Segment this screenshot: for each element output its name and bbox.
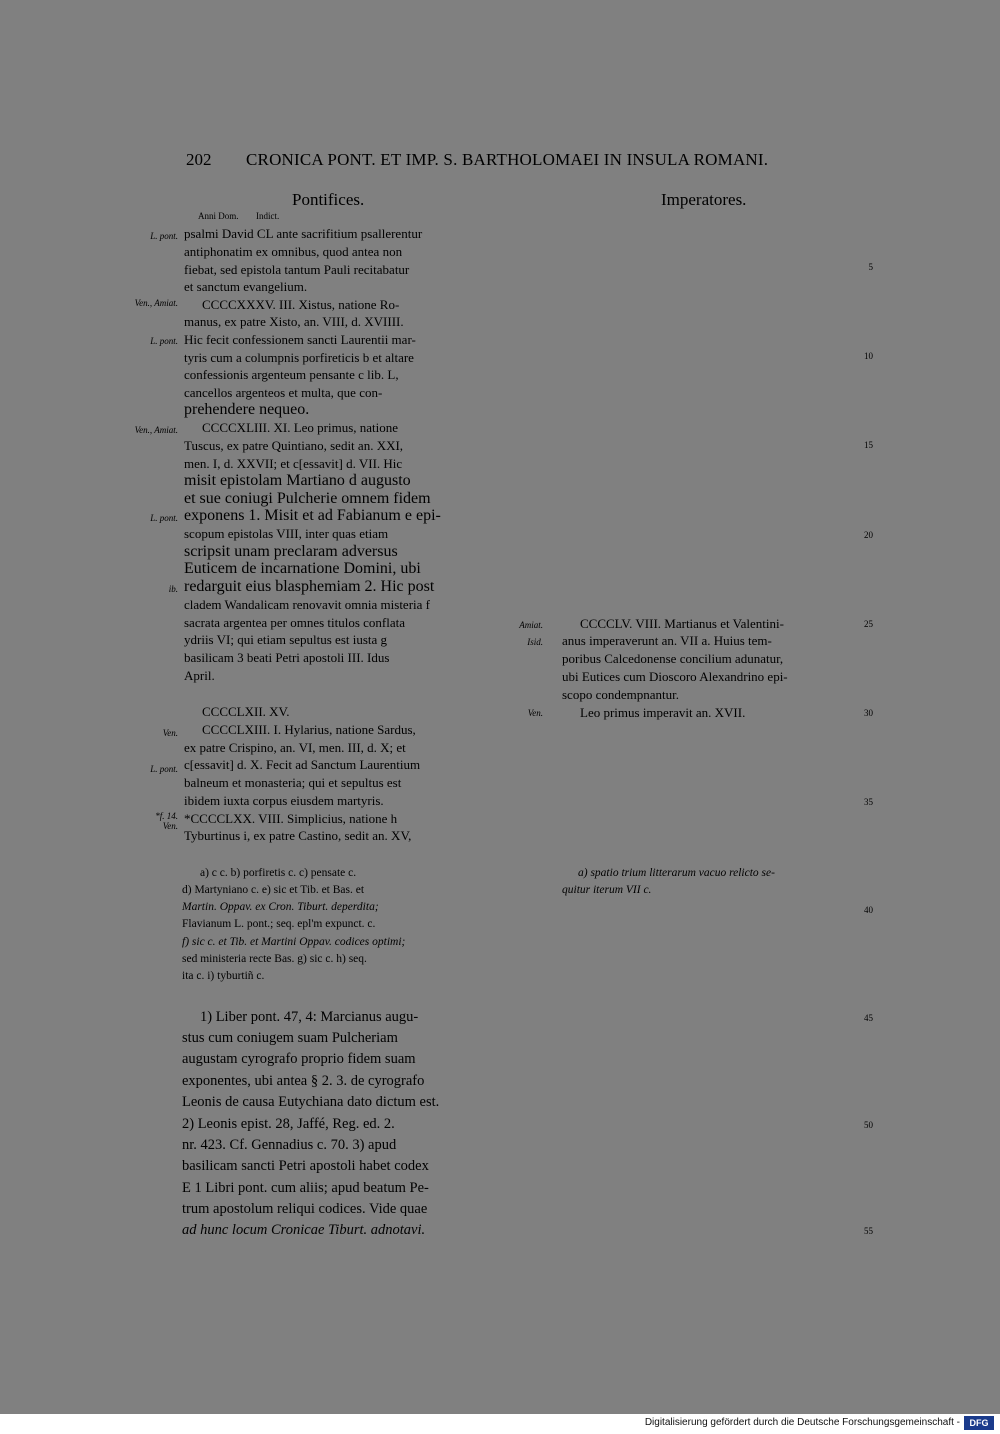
- text-line: Tuscus, ex patre Quintiano, sedit an. XXI,: [184, 438, 404, 453]
- digitization-footer: [0, 1414, 1000, 1434]
- subhead-indict: Indict.: [256, 211, 280, 221]
- funding-credit: Digitalisierung gefördert durch die Deutsche Forschungsgemeinschaft -: [644, 1417, 960, 1428]
- margin-source-ven-amiat: Ven., Amiat.: [134, 425, 178, 435]
- text-line: cancellos argenteos et multa, que con-: [184, 385, 383, 400]
- line-number: 55: [864, 1226, 873, 1236]
- note-line: 2) Leonis epist. 28, Jaffé, Reg. ed. 2.: [182, 1116, 395, 1132]
- margin-source-l-pont: L. pont.: [150, 513, 178, 523]
- margin-source-ven: Ven.: [162, 728, 178, 738]
- note-line: trum apostolum reliqui codices. Vide quae: [182, 1201, 428, 1217]
- text-line: April.: [184, 668, 215, 683]
- text-line: exponens 1. Misit et ad Fabianum e epi-: [184, 507, 441, 524]
- line-number: 30: [864, 708, 873, 718]
- text-line: Leo primus imperavit an. XVII.: [580, 705, 746, 720]
- line-number: 20: [864, 530, 873, 540]
- margin-source-l-pont: L. pont.: [150, 336, 178, 346]
- margin-source-ib: ib.: [168, 584, 178, 594]
- text-line: fiebat, sed epistola tantum Pauli recitabatur: [184, 262, 410, 277]
- running-title: CRONICA PONT. ET IMP. S. BARTHOLOMAEI IN INSULA ROMANI.: [246, 150, 769, 169]
- footnote-line: a) c c. b) porfiretis c. c) pensate c.: [200, 867, 357, 879]
- text-line: redarguit eius blasphemiam 2. Hic post: [184, 578, 435, 595]
- line-number: 10: [864, 351, 873, 361]
- text-line: Hic fecit confessionem sancti Laurentii mar-: [184, 332, 416, 347]
- text-line: men. I, d. XXVII; et c[essavit] d. VII. Hic: [184, 456, 403, 471]
- note-line: augustam cyrografo proprio fidem suam: [182, 1051, 416, 1067]
- text-line: c[essavit] d. X. Fecit ad Sanctum Laurentium: [184, 757, 421, 772]
- text-line: Tyburtinus i, ex patre Castino, sedit an. XV,: [184, 828, 412, 843]
- footnote-line: Flavianum L. pont.; seq. epl'm expunct. c.: [182, 918, 376, 930]
- note-line: stus cum coniugem suam Pulcheriam: [182, 1030, 398, 1046]
- footnote-line: quitur iterum VII c.: [562, 884, 652, 896]
- text-line: scopum epistolas VIII, inter quas etiam: [184, 526, 389, 541]
- footnote-line: ita c. i) tyburtiñ c.: [182, 970, 265, 982]
- dfg-logo: DFG: [964, 1416, 994, 1430]
- text-line: manus, ex patre Xisto, an. VIII, d. XVIIII.: [184, 314, 404, 329]
- text-line: CCCCXXXV. III. Xistus, natione Ro-: [202, 297, 400, 312]
- text-line: *CCCCLXX. VIII. Simplicius, natione h: [184, 811, 398, 826]
- text-line: CCCCLXIII. I. Hylarius, natione Sardus,: [202, 722, 416, 737]
- margin-source-isid: Isid.: [527, 637, 543, 647]
- margin-source-l-pont: L. pont.: [150, 231, 178, 241]
- text-line: tyris cum a columpnis porfireticis b et altare: [184, 350, 414, 365]
- text-line: psalmi David CL ante sacrifitium psallerentur: [184, 226, 423, 241]
- text-line: et sue coniugi Pulcherie omnem fidem: [184, 490, 431, 507]
- margin-source-ven-amiat: Ven., Amiat.: [134, 298, 178, 308]
- text-line: et sanctum evangelium.: [184, 279, 308, 294]
- line-number: 50: [864, 1120, 873, 1130]
- text-line: CCCCXLIII. XI. Leo primus, natione: [202, 420, 399, 435]
- margin-source-ven: Ven.: [162, 821, 178, 831]
- page-number: 202: [186, 150, 212, 169]
- text-line: scopo condempnantur.: [562, 687, 679, 702]
- note-line: ad hunc locum Cronicae Tiburt. adnotavi.: [182, 1222, 426, 1238]
- footnote-line: a) spatio trium litterarum vacuo relicto se-: [578, 867, 775, 879]
- text-line: ydriis VI; qui etiam sepultus est iusta g: [184, 632, 388, 647]
- text-line: basilicam 3 beati Petri apostoli III. Idus: [184, 650, 390, 665]
- footnote-line: Martin. Oppav. ex Cron. Tiburt. deperdita;: [182, 901, 379, 913]
- line-number: 5: [868, 262, 873, 272]
- text-line: CCCCLXII. XV.: [202, 704, 290, 719]
- text-line: CCCCLV. VIII. Martianus et Valentini-: [580, 616, 784, 631]
- text-line: balneum et monasteria; qui et sepultus est: [184, 775, 402, 790]
- line-number: 15: [864, 440, 873, 450]
- margin-source-l-pont: L. pont.: [150, 764, 178, 774]
- text-line: ibidem iuxta corpus eiusdem martyris.: [184, 793, 384, 808]
- note-line: E 1 Libri pont. cum aliis; apud beatum Pe-: [182, 1180, 429, 1196]
- note-line: exponentes, ubi antea § 2. 3. de cyrografo: [182, 1073, 425, 1089]
- text-line: misit epistolam Martiano d augusto: [184, 472, 411, 489]
- note-line: 1) Liber pont. 47, 4: Marcianus augu-: [200, 1009, 419, 1025]
- note-line: basilicam sancti Petri apostoli habet codex: [182, 1158, 429, 1174]
- text-line: scripsit unam preclaram adversus: [184, 543, 398, 560]
- text-line: sacrata argentea per omnes titulos conflata: [184, 615, 406, 630]
- footnote-line: f) sic c. et Tib. et Martini Oppav. codices optimi;: [182, 936, 406, 948]
- line-number: 45: [864, 1013, 873, 1023]
- text-line: antiphonatim ex omnibus, quod antea non: [184, 244, 403, 259]
- footnote-line: d) Martyniano c. e) sic et Tib. et Bas. et: [182, 884, 365, 896]
- text-line: Euticem de incarnatione Domini, ubi: [184, 560, 421, 577]
- text-line: confessionis argenteum pensante c lib. L,: [184, 367, 399, 382]
- line-number: 25: [864, 619, 873, 629]
- note-line: nr. 423. Cf. Gennadius c. 70. 3) apud: [182, 1137, 397, 1153]
- column-title-pontifices: Pontifices.: [292, 190, 365, 209]
- text-line: anus imperaverunt an. VII a. Huius tem-: [562, 633, 772, 648]
- text-line: ubi Eutices cum Dioscoro Alexandrino epi-: [562, 669, 788, 684]
- column-title-imperatores: Imperatores.: [661, 190, 747, 209]
- margin-folio-14: *f. 14.: [155, 811, 178, 821]
- text-line: cladem Wandalicam renovavit omnia misteria f: [184, 597, 430, 612]
- margin-source-ven: Ven.: [527, 708, 543, 718]
- line-number: 35: [864, 797, 873, 807]
- subhead-anni-dom: Anni Dom.: [198, 211, 239, 221]
- line-number: 40: [864, 905, 873, 915]
- text-line: prehendere nequeo.: [184, 401, 310, 418]
- text-line: ex patre Crispino, an. VI, men. III, d. X; et: [184, 740, 406, 755]
- note-line: Leonis de causa Eutychiana dato dictum est.: [182, 1094, 440, 1110]
- margin-source-amiat: Amiat.: [519, 620, 543, 630]
- text-line: poribus Calcedonense concilium adunatur,: [562, 651, 784, 666]
- footnote-line: sed ministeria recte Bas. g) sic c. h) seq.: [182, 953, 367, 965]
